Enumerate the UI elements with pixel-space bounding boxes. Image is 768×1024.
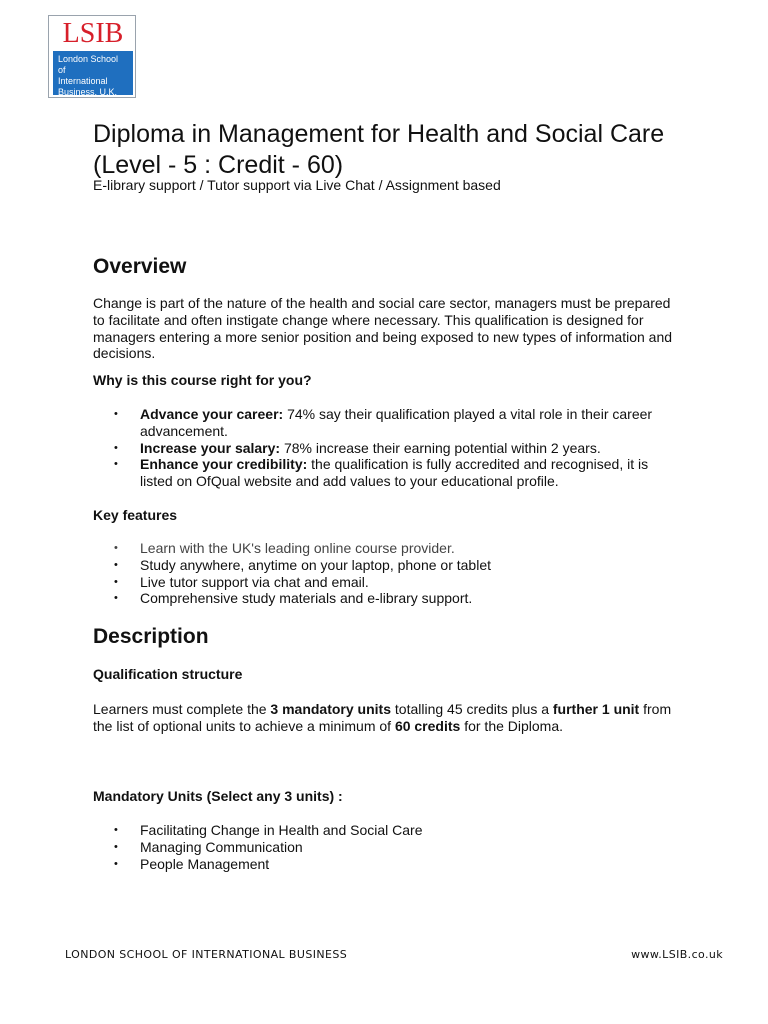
item-text: 74% say their qualification played a vital role in their career advancement.: [140, 406, 653, 439]
footer-website: www.LSIB.co.uk: [631, 948, 723, 961]
key-features-heading: Key features: [93, 507, 178, 523]
why-list: [93, 406, 683, 490]
text-run-bold: further 1 unit: [552, 701, 640, 717]
list-item: • Live tutor support via chat and email.: [93, 574, 683, 591]
footer-school-name: LONDON SCHOOL OF INTERNATIONAL BUSINESS: [65, 948, 348, 961]
logo-tagline-box: [53, 51, 133, 95]
why-heading: Why is this course right for you?: [93, 372, 312, 388]
logo-line: Business, U.K.: [58, 87, 118, 97]
overview-heading: Overview: [93, 255, 187, 278]
list-item: [93, 406, 683, 440]
list-item: • Comprehensive study materials and e-library support.: [93, 590, 683, 607]
text-run: from the list of optional units to achieve a minimum of: [93, 701, 672, 734]
page-title: Diploma in Management for Health and Social Care (Level - 5 : Credit - 60): [93, 120, 665, 179]
list-item: [93, 456, 683, 490]
list-item: • People Management: [93, 856, 683, 873]
description-heading: Description: [93, 625, 209, 648]
mandatory-units-heading: Mandatory Units (Select any 3 units) :: [93, 788, 343, 804]
list-item: [93, 440, 683, 457]
list-item: • Study anywhere, anytime on your laptop, phone or tablet: [93, 557, 683, 574]
item-text: the qualification is fully accredited and recognised, it is listed on OfQual website and add values to your educational profile.: [140, 456, 649, 490]
item-bold: Enhance your credibility:: [140, 456, 308, 473]
item-text: 78% increase their earning potential within 2 years.: [280, 439, 601, 456]
mandatory-units-list: [93, 822, 683, 872]
text-run-bold: 60 credits: [394, 717, 461, 734]
text-run: Learners must complete the: [93, 701, 271, 717]
lsib-logo: [48, 15, 136, 98]
list-item: • Facilitating Change in Health and Social Care: [93, 822, 683, 839]
item-bold: Advance your career:: [140, 406, 284, 422]
list-item: • Learn with the UK's leading online course provider.: [93, 540, 683, 557]
item-bold: Increase your salary:: [140, 439, 281, 456]
logo-line: International: [58, 76, 108, 86]
logo-wordmark: LSIB: [62, 18, 124, 49]
page-subtitle: E-library support / Tutor support via Live Chat / Assignment based: [93, 177, 501, 193]
list-item: • Managing Communication: [93, 839, 683, 856]
key-features-list: [93, 540, 683, 607]
structure-paragraph: [93, 701, 678, 735]
overview-paragraph: Change is part of the nature of the health and social care sector, managers must be prepared to facilitate and often instigate change where necessary. This qualification is designed for managers entering a more senior position and being exposed to new types of information and decisions.: [93, 295, 673, 362]
logo-line: London School of: [58, 54, 119, 75]
text-run: for the Diploma.: [460, 717, 564, 734]
text-run: totalling 45 credits plus a: [391, 701, 553, 717]
text-run-bold: 3 mandatory units: [270, 701, 392, 717]
qualification-structure-heading: Qualification structure: [93, 666, 243, 682]
